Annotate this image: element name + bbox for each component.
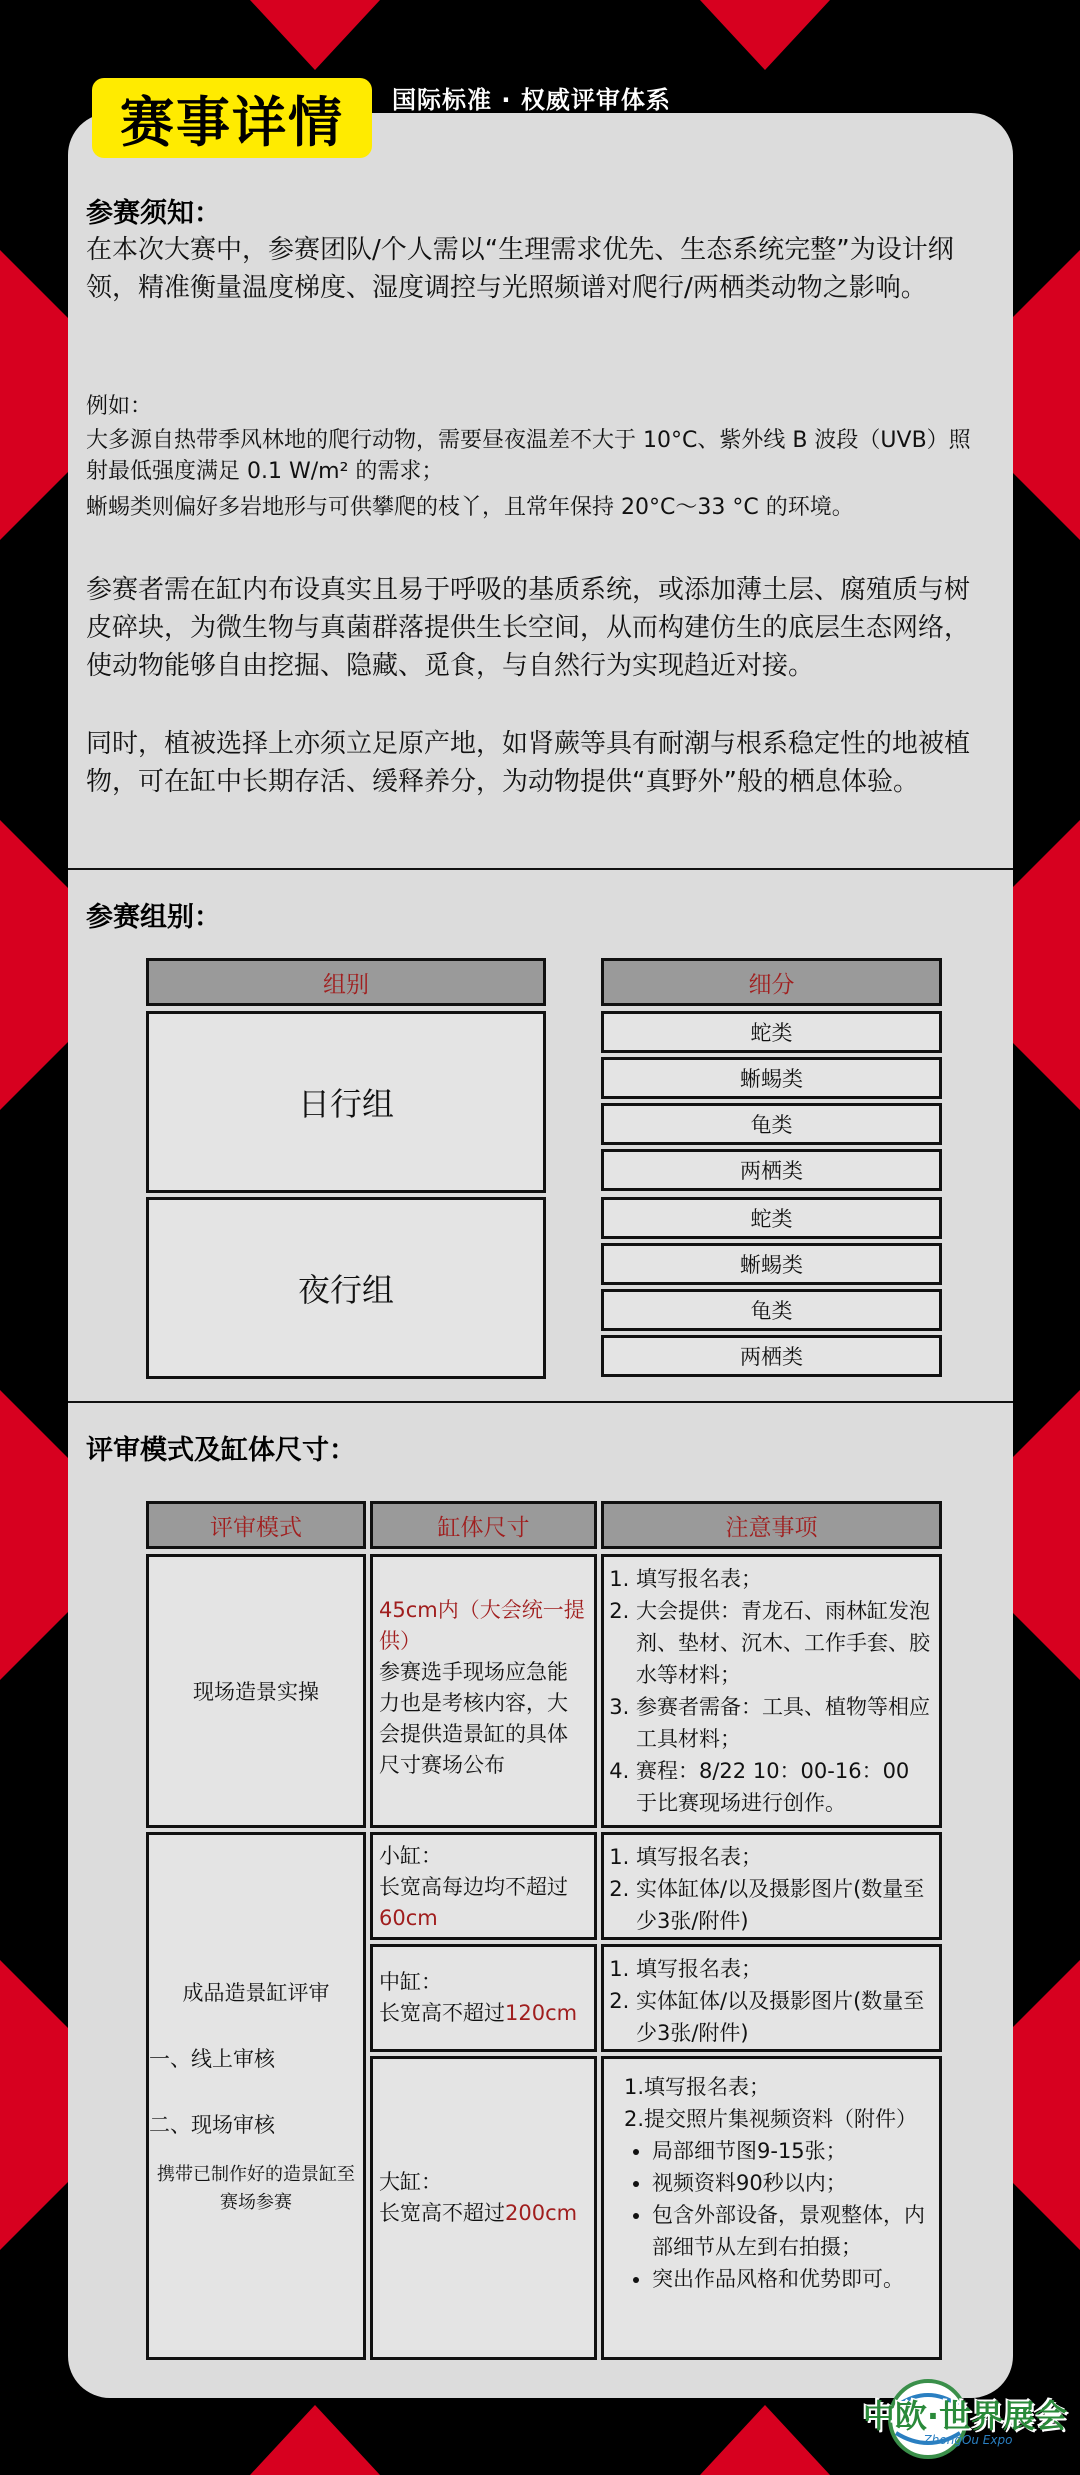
judging-col-mode: 评审模式 [146,1501,366,1549]
divider [68,868,1013,870]
groups-heading: 参赛组别： [86,902,221,933]
judging-col-notes: 注意事项 [601,1501,942,1549]
large-tank-note: 2.提交照片集视频资料（附件） [624,2107,918,2131]
large-tank-text: 长宽高不超过 [379,2201,505,2225]
page-title-box [92,78,372,158]
group-name-day: 日行组 [146,1011,546,1193]
group-sub-item: 蜥蜴类 [601,1057,942,1099]
onsite-size-red: 45cm内（大会统一提供） [379,1598,585,1653]
notice-heading: 参赛须知： [86,198,221,229]
large-tank-notes [601,2056,942,2360]
medium-tank-note: 1. 填写报名表； [636,1953,935,1985]
small-tank-size [370,1832,597,1940]
medium-tank-label: 中缸： [379,1970,442,1994]
logo-text: 中欧·世界展会 [862,2397,1068,2435]
large-tank-bullet: • 突出作品风格和优势即可。 [652,2263,933,2295]
finished-mode-title: 成品造景缸评审 [182,1981,330,2005]
onsite-note: 1. 填写报名表； [636,1563,935,1595]
group-sub-item: 蜥蜴类 [601,1243,942,1285]
details-card [68,113,1013,2398]
groups-col-group: 组别 [146,958,546,1006]
onsite-notes [601,1554,942,1828]
notice-body-2: 同时，植被选择上亦须立足原产地，如肾蕨等具有耐潮与根系稳定性的地被植物，可在缸中长期存活、缓释养分，为动物提供“真野外”般的栖息体验。 [86,729,971,797]
medium-tank-note: 2. 实体缸体/以及摄影图片(数量至少3张/附件) [636,1985,935,2049]
onsite-size-text: 参赛选手现场应急能力也是考核内容，大会提供造景缸的具体尺寸赛场公布 [379,1660,568,1777]
large-tank-label: 大缸： [379,2170,442,2194]
logo-subtext: ZhongOu Expo [923,2433,1013,2447]
small-tank-text: 长宽高每边均不超过 [379,1875,568,1899]
group-sub-item: 两栖类 [601,1149,942,1191]
medium-tank-size [370,1944,597,2052]
example-2: 蜥蜴类则偏好多岩地形与可供攀爬的枝丫，且常年保持 20°C～33 °C 的环境。 [86,495,854,520]
small-tank-value: 60cm [379,1906,438,1930]
example-label: 例如： [86,394,153,419]
onsite-mode: 现场造景实操 [146,1554,366,1828]
example-1: 大多源自热带季风林地的爬行动物，需要昼夜温差不大于 10°C、紫外线 B 波段（UVB）照射最低强度满足 0.1 W/m² 的需求； [86,428,971,484]
medium-tank-value: 120cm [505,2001,578,2025]
medium-tank-notes [601,1944,942,2052]
large-tank-value: 200cm [505,2201,578,2225]
page-title: 赛事详情 [120,90,344,154]
notice-intro: 在本次大赛中，参赛团队/个人需以“生理需求优先、生态系统完整”为设计纲领，精准衡量温度梯度、湿度调控与光照频谱对爬行/两栖类动物之影响。 [86,235,954,303]
groups-col-sub: 细分 [601,958,942,1006]
finished-mode-onsite: 二、现场审核 [149,2113,275,2137]
large-tank-size [370,2056,597,2360]
onsite-note: 2. 大会提供：青龙石、雨林缸发泡剂、垫材、沉木、工作手套、胶水等材料； [636,1595,935,1691]
group-sub-item: 蛇类 [601,1011,942,1053]
finished-mode-online: 一、线上审核 [149,2047,275,2071]
onsite-size [370,1554,597,1828]
onsite-note: 3. 参赛者需备：工具、植物等相应工具材料； [636,1691,935,1755]
small-tank-note: 2. 实体缸体/以及摄影图片(数量至少3张/附件) [636,1873,935,1937]
divider [68,1401,1013,1403]
large-tank-bullet: • 包含外部设备，景观整体，内部细节从左到右拍摄； [652,2199,933,2263]
large-tank-bullet: • 局部细节图9-15张； [652,2135,933,2167]
finished-mode [146,1832,366,2360]
finished-mode-note: 携带已制作好的造景缸至赛场参赛 [157,2164,355,2213]
group-name-night: 夜行组 [146,1197,546,1379]
small-tank-label: 小缸： [379,1844,442,1868]
group-sub-item: 两栖类 [601,1335,942,1377]
judging-col-size: 缸体尺寸 [370,1501,597,1549]
medium-tank-text: 长宽高不超过 [379,2001,505,2025]
small-tank-note: 1. 填写报名表； [636,1841,935,1873]
judging-heading: 评审模式及缸体尺寸： [86,1435,356,1466]
expo-logo [858,2375,1068,2460]
large-tank-note: 1.填写报名表； [624,2075,771,2099]
onsite-note: 4. 赛程：8/22 10：00-16：00 于比赛现场进行创作。 [636,1755,935,1819]
group-sub-item: 龟类 [601,1289,942,1331]
small-tank-notes [601,1832,942,1940]
group-sub-item: 蛇类 [601,1197,942,1239]
page-subtitle: 国际标准 · 权威评审体系 [392,86,671,114]
large-tank-bullet: • 视频资料90秒以内； [652,2167,933,2199]
group-sub-item: 龟类 [601,1103,942,1145]
notice-body-1: 参赛者需在缸内布设真实且易于呼吸的基质系统，或添加薄土层、腐殖质与树皮碎块，为微生物与真菌群落提供生长空间，从而构建仿生的底层生态网络，使动物能够自由挖掘、隐藏、觅食，与自然行为实现趋近对接。 [86,575,971,681]
